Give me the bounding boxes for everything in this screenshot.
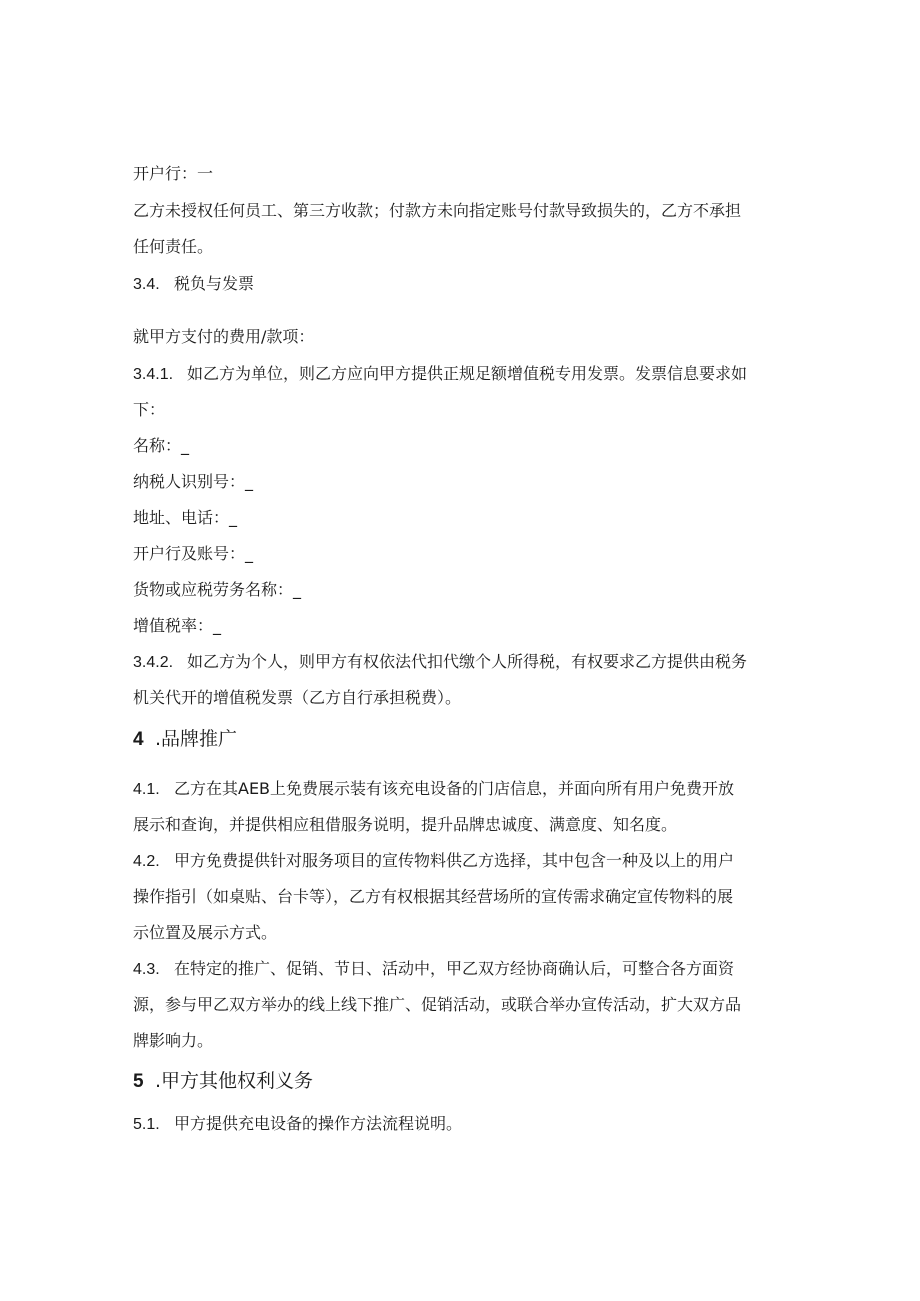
clause-number: 5.1. xyxy=(133,1116,160,1133)
invoice-field-goods: 货物或应税劳务名称：_ xyxy=(133,580,302,599)
section-5-heading xyxy=(133,1068,313,1095)
clause-text: 在特定的推广、促销、节日、活动中，甲乙双方经协商确认后，可整合各方面资 xyxy=(174,959,735,978)
clause-3-4-1 xyxy=(133,363,747,386)
paragraph-line: 任何责任。 xyxy=(133,237,214,256)
heading-title: .品牌推广 xyxy=(155,728,238,750)
paragraph-line: 示位置及展示方式。 xyxy=(133,923,278,942)
clause-number: 3.4.2. xyxy=(133,654,174,671)
clause-number: 4.3. xyxy=(133,961,160,978)
clause-text: 如乙方为单位，则乙方应向甲方提供正规足额增值税专用发票。发票信息要求如 xyxy=(187,364,748,383)
section-4-heading xyxy=(133,726,237,753)
clause-5-1 xyxy=(133,1113,462,1136)
section-number: 3.4. xyxy=(133,276,160,293)
heading-number: 5 xyxy=(133,1071,144,1092)
clause-text: 甲方免费提供针对服务项目的宣传物料供乙方选择，其中包含一种及以上的用户 xyxy=(174,851,735,870)
section-title: 税负与发票 xyxy=(174,274,255,293)
invoice-field-bank: 开户行及账号：_ xyxy=(133,544,254,563)
section-3-4-heading xyxy=(133,273,254,296)
clause-number: 4.1. xyxy=(133,781,160,798)
invoice-field-address: 地址、电话：_ xyxy=(133,508,238,527)
paragraph-line: 源，参与甲乙双方举办的线上线下推广、促销活动，或联合举办宣传活动，扩大双方品 xyxy=(133,995,742,1014)
clause-text: 乙方在其AEB上免费展示装有该充电设备的门店信息，并面向所有用户免费开放 xyxy=(174,779,735,798)
clause-text: 如乙方为个人，则甲方有权依法代扣代缴个人所得税，有权要求乙方提供由税务 xyxy=(187,652,748,671)
clause-number: 4.2. xyxy=(133,853,160,870)
invoice-field-rate: 增值税率：_ xyxy=(133,616,222,635)
paragraph-line: 就甲方支付的费用/款项： xyxy=(133,327,315,346)
invoice-field-taxid: 纳税人识别号：_ xyxy=(133,472,254,491)
bank-line: 开户行：一 xyxy=(133,164,214,183)
paragraph-line: 操作指引（如桌贴、台卡等），乙方有权根据其经营场所的宣传需求确定宣传物料的展 xyxy=(133,887,734,906)
heading-number: 4 xyxy=(133,729,144,750)
clause-4-1 xyxy=(133,778,734,801)
invoice-field-name: 名称：_ xyxy=(133,436,190,455)
paragraph-line: 下： xyxy=(133,400,166,419)
clause-3-4-2 xyxy=(133,651,747,674)
paragraph-line: 展示和查询，并提供相应租借服务说明，提升品牌忠诚度、满意度、知名度。 xyxy=(133,815,678,834)
clause-4-3 xyxy=(133,958,734,981)
clause-text: 甲方提供充电设备的操作方法流程说明。 xyxy=(174,1114,463,1133)
clause-4-2 xyxy=(133,850,734,873)
clause-number: 3.4.1. xyxy=(133,366,174,383)
paragraph-line: 乙方未授权任何员工、第三方收款；付款方未向指定账号付款导致损失的，乙方不承担 xyxy=(133,201,742,220)
heading-title: .甲方其他权利义务 xyxy=(155,1070,314,1092)
paragraph-line: 机关代开的增值税发票（乙方自行承担税费）。 xyxy=(133,688,462,707)
paragraph-line: 牌影响力。 xyxy=(133,1031,214,1050)
